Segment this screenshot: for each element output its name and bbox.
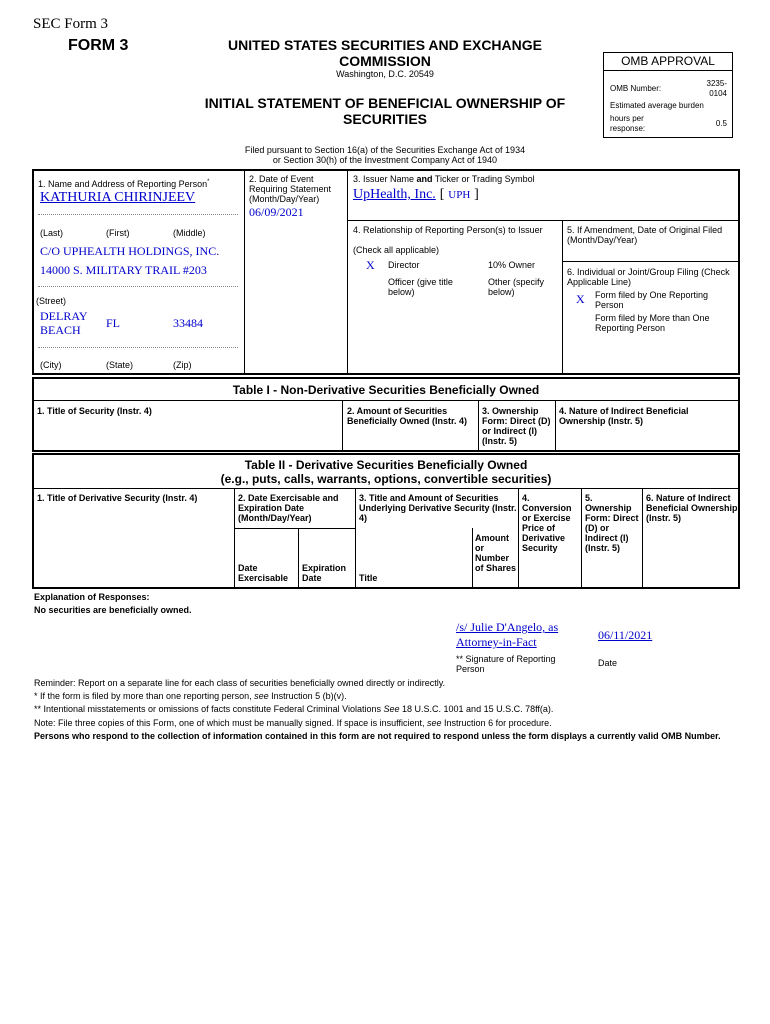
t2-col-underlying: 3. Title and Amount of Securities Underlying Derivative Security (Instr. 4) bbox=[359, 493, 517, 523]
filed-line-2: or Section 30(h) of the Investment Company Act of 1940 bbox=[272, 155, 498, 165]
t2-sub-date-exercisable: Date Exercisable bbox=[238, 563, 289, 583]
zip-value: 33484 bbox=[173, 316, 203, 330]
t2-sub-amount: Amount or Number of Shares bbox=[475, 533, 517, 573]
t2-col-dates: 2. Date Exercisable and Expiration Date (Month/Day/Year) bbox=[238, 493, 339, 523]
zip-label: (Zip) bbox=[173, 360, 192, 370]
omb-number-value: 3235-0104 bbox=[706, 79, 727, 98]
date-label: Date bbox=[598, 658, 618, 668]
agency-title: UNITED STATES SECURITIES AND EXCHANGE COMMISSION bbox=[228, 37, 542, 69]
t2-sub-title: Title bbox=[359, 573, 378, 583]
note-copies: Note: File three copies of this Form, one of which must be manually signed. If space is insufficient, see Instruction 6 for procedure. bbox=[34, 718, 552, 728]
form-title: FORM 3 bbox=[68, 37, 129, 54]
last-label: (Last) bbox=[40, 228, 64, 238]
omb-hours-label: hours per response: bbox=[610, 114, 646, 133]
explanation-label: Explanation of Responses: bbox=[34, 592, 150, 602]
table-2-subtitle: (e.g., puts, calls, warrants, options, convertible securities) bbox=[220, 472, 552, 486]
more-persons-label: Form filed by More than One Reporting Person bbox=[595, 313, 710, 333]
t1-col-title: 1. Title of Security (Instr. 4) bbox=[37, 406, 152, 416]
statement-title: INITIAL STATEMENT OF BENEFICIAL OWNERSHIP OF SECURITIES bbox=[204, 95, 566, 127]
explanation-text: No securities are beneficially owned. bbox=[34, 605, 192, 615]
omb-title: OMB APPROVAL bbox=[604, 53, 732, 71]
sec-form-label: SEC Form 3 bbox=[33, 16, 109, 32]
middle-label: (Middle) bbox=[173, 228, 206, 238]
state-label: (State) bbox=[106, 360, 134, 370]
table-2-title-block bbox=[32, 458, 740, 486]
omb-approval-box bbox=[603, 52, 733, 138]
t2-col-ownership: 5. Ownership Form: Direct (D) or Indirect (I) (Instr. 5) bbox=[585, 493, 639, 553]
t1-col-nature: 4. Nature of Indirect Beneficial Ownership (Instr. 5) bbox=[559, 406, 689, 426]
ten-percent-owner-label: 10% Owner bbox=[488, 260, 536, 270]
omb-number-label: OMB Number: bbox=[610, 84, 662, 93]
city-label: (City) bbox=[40, 360, 62, 370]
box4-sublabel: (Check all applicable) bbox=[353, 245, 440, 255]
omb-hours-value: 0.5 bbox=[715, 119, 727, 128]
issuer-name-link[interactable]: UpHealth, Inc. bbox=[353, 187, 436, 202]
table-1-title: Table I - Non-Derivative Securities Beneficially Owned bbox=[232, 383, 540, 397]
agency-location: Washington, D.C. 20549 bbox=[336, 69, 434, 79]
street-label: (Street) bbox=[36, 296, 67, 306]
event-date: 06/09/2021 bbox=[249, 205, 304, 219]
officer-label: Officer (give title below) bbox=[388, 277, 453, 297]
box2-label: 2. Date of Event Requiring Statement (Month/Day/Year) bbox=[249, 174, 332, 204]
signature-label: ** Signature of Reporting Person bbox=[456, 654, 556, 674]
state-value: FL bbox=[106, 316, 121, 330]
issuer-line: UpHealth, Inc. [ UPH ] bbox=[353, 187, 479, 202]
address-line-2: 14000 S. MILITARY TRAIL #203 bbox=[40, 263, 207, 277]
address-line-1: C/O UPHEALTH HOLDINGS, INC. bbox=[40, 244, 220, 258]
box6-label: 6. Individual or Joint/Group Filing (Check Applicable Line) bbox=[567, 267, 730, 287]
note-multiple-persons: * If the form is filed by more than one reporting person, see Instruction 5 (b)(v). bbox=[34, 691, 347, 701]
city-value: DELRAY BEACH bbox=[40, 309, 88, 337]
t2-col-conversion: 4. Conversion or Exercise Price of Derivative Security bbox=[522, 493, 572, 553]
ticker-symbol: UPH bbox=[448, 189, 471, 201]
t2-sub-expiration: Expiration Date bbox=[302, 563, 347, 583]
note-misstatements: ** Intentional misstatements or omissions of facts constitute Federal Criminal Violations See 18 U.S.C. 1001 and 15 U.S.C. 78ff(a). bbox=[34, 704, 554, 714]
reporting-person-name[interactable]: KATHURIA CHIRINJEEV bbox=[40, 190, 196, 205]
reminder-note: Reminder: Report on a separate line for each class of securities beneficially owned directly or indirectly. bbox=[34, 678, 446, 688]
t1-col-ownership: 3. Ownership Form: Direct (D) or Indirect (I) (Instr. 5) bbox=[482, 406, 551, 446]
filed-line-1: Filed pursuant to Section 16(a) of the Securities Exchange Act of 1934 bbox=[244, 145, 526, 155]
director-label: Director bbox=[388, 260, 420, 270]
signature-link[interactable]: /s/ Julie D'Angelo, as Attorney-in-Fact bbox=[456, 620, 559, 649]
table-2-title: Table II - Derivative Securities Beneficially Owned bbox=[244, 458, 528, 472]
t1-col-amount: 2. Amount of Securities Beneficially Owned (Instr. 4) bbox=[347, 406, 468, 426]
director-checkmark[interactable]: X bbox=[366, 258, 375, 272]
box1-label: 1. Name and Address of Reporting Person* bbox=[38, 179, 210, 189]
other-label: Other (specify below) bbox=[488, 277, 545, 297]
signature-date[interactable]: 06/11/2021 bbox=[598, 628, 653, 642]
t2-col-title: 1. Title of Derivative Security (Instr. 4) bbox=[37, 493, 198, 503]
omb-burden-label: Estimated average burden bbox=[610, 101, 704, 110]
box5-label: 5. If Amendment, Date of Original Filed (Month/Day/Year) bbox=[567, 225, 723, 245]
filed-pursuant bbox=[190, 145, 580, 165]
box4-label: 4. Relationship of Reporting Person(s) to Issuer bbox=[353, 225, 543, 235]
one-person-checkmark[interactable]: X bbox=[576, 292, 585, 306]
one-person-label: Form filed by One Reporting Person bbox=[595, 290, 709, 310]
persons-note: Persons who respond to the collection of information contained in this form are not required to respond unless the form displays a currently valid OMB Number. bbox=[34, 731, 721, 741]
t2-col-nature: 6. Nature of Indirect Beneficial Ownership (Instr. 5) bbox=[646, 493, 738, 523]
box3-label: 3. Issuer Name and Ticker or Trading Symbol bbox=[353, 174, 535, 184]
first-label: (First) bbox=[106, 228, 130, 238]
